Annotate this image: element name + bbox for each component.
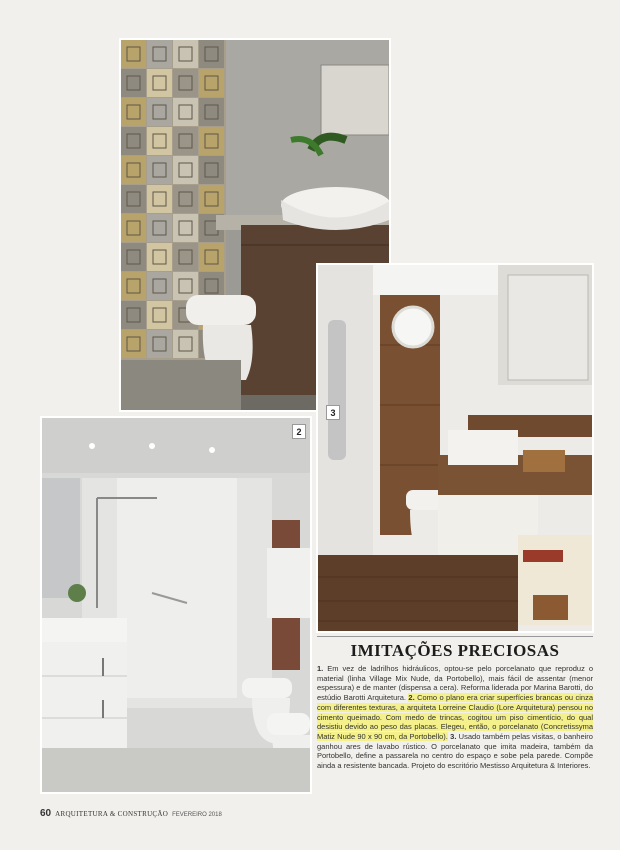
caption-text-2: Como o plano era criar superfícies brancas ou cinza com diferentes texturas, a arquiteta Lorreine Claudio (Lore Arquitetura) pensou no cimento queimado. Com medo de trincas, cogitou um piso cimentício, do qual desistiu devido ao peso das placas. Elegeu, então, o porcelanato (Concretissyma Matiz Nude 90 x 90 cm, da Portobello). [317,693,593,741]
page-number: 60 [40,808,52,819]
caption-number-3: 3. [450,731,457,741]
page-footer [40,808,222,819]
photo-number-3: 3 [326,405,340,420]
issue-date: FEVEREIRO 2018 [172,812,222,818]
photo-wood-bathroom [316,263,594,633]
photo-number-2: 2 [292,424,306,439]
photo-white-bathroom [40,416,312,794]
magazine-name: ARQUITETURA & CONSTRUÇÃO [55,810,169,818]
article [317,636,593,771]
caption-text-3: Usado também pelas visitas, o banheiro ganhou ares de lavabo rústico. O porcelanato que imita madeira, também da Portobello, define a passarela no centro do espaço e sobe pela parede. Compõe ainda a resistente bancada. Projeto do escritório Mestisso Arquitetura & Interiores. [317,731,593,771]
article-body [317,664,593,771]
caption-number-1: 1. [317,664,324,673]
caption-text-1: Em vez de ladrilhos hidráulicos, optou-se pelo porcelanato que reproduz o material (linha Village Mix Nude, da Portobello), mais fácil de assentar (menor espessura) e de manter (dispensa a cera). Reforma liderada por Marina Barotti, do estúdio Barotti Arquitetura. [317,664,593,703]
caption-number-2: 2. [408,693,415,703]
article-headline: IMITAÇÕES PRECIOSAS [317,636,593,661]
